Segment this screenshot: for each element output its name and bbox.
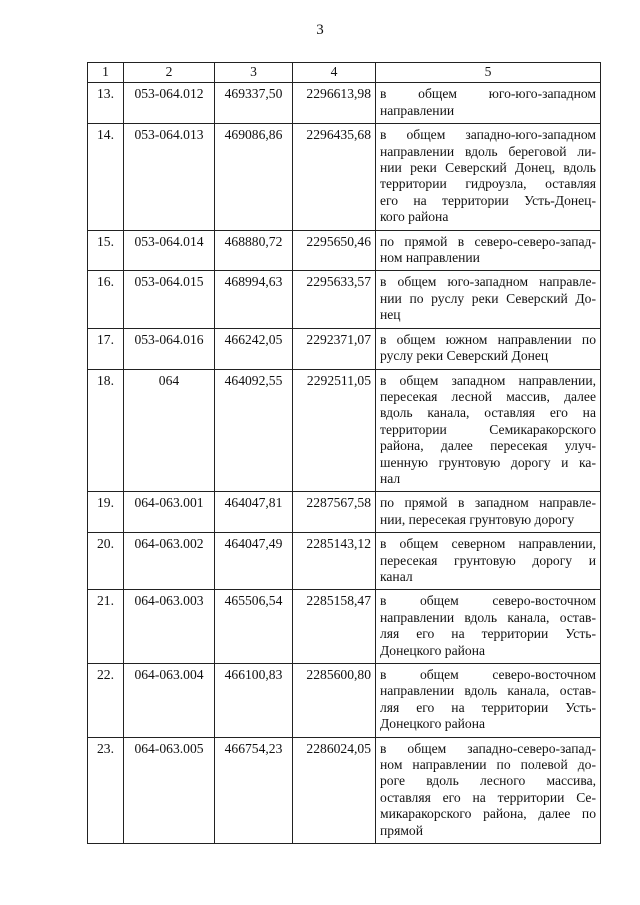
point-code: 053-064.013: [124, 124, 215, 230]
row-number: 18.: [88, 369, 124, 492]
point-code: 064-063.005: [124, 737, 215, 843]
row-number: 20.: [88, 533, 124, 590]
coordinate-y: 2285600,80: [293, 664, 376, 738]
boundary-description: [376, 737, 601, 843]
boundary-description: [376, 271, 601, 328]
page-number: 3: [316, 22, 324, 38]
description-line: направлении вдоль канала, остав-: [380, 609, 596, 625]
row-number: 13.: [88, 83, 124, 124]
table-row: [88, 492, 601, 533]
description-line: Донецкого района: [380, 642, 486, 658]
description-line: по прямой в северо-северо-запад-: [380, 233, 596, 249]
table-row: [88, 271, 601, 328]
boundary-description: [376, 328, 601, 369]
description-line: в общем южном направлении по: [380, 331, 596, 347]
description-line: территории Семикаракорского: [380, 421, 596, 437]
description-line: пересекая лесной массив, далее: [380, 388, 596, 404]
point-code: 064: [124, 369, 215, 492]
row-number: 15.: [88, 230, 124, 271]
coordinate-x: 469086,86: [215, 124, 293, 230]
description-line: нии, пересекая грунтовую дорогу: [380, 511, 575, 527]
row-number: 21.: [88, 590, 124, 664]
point-code: 064-063.004: [124, 664, 215, 738]
coordinate-x: 466242,05: [215, 328, 293, 369]
description-line: района, далее пересекая улуч-: [380, 438, 596, 454]
point-code: 053-064.012: [124, 83, 215, 124]
coordinate-x: 464047,49: [215, 533, 293, 590]
coordinate-y: 2296435,68: [293, 124, 376, 230]
boundary-description: [376, 124, 601, 230]
row-number: 14.: [88, 124, 124, 230]
coordinate-x: 466754,23: [215, 737, 293, 843]
coordinate-y: 2286024,05: [293, 737, 376, 843]
coordinate-y: 2295650,46: [293, 230, 376, 271]
description-line: в общем юго-юго-западном: [380, 86, 596, 102]
table-row: [88, 328, 601, 369]
description-line: в общем западно-юго-западном: [380, 127, 596, 143]
coordinate-y: 2295633,57: [293, 271, 376, 328]
row-number: 17.: [88, 328, 124, 369]
description-line: нии по руслу реки Северский До-: [380, 290, 596, 306]
column-header: 4: [293, 63, 376, 83]
description-line: его на территории Усть-Донец-: [380, 192, 596, 208]
description-line: Донецкого района: [380, 716, 486, 732]
point-code: 064-063.001: [124, 492, 215, 533]
row-number: 22.: [88, 664, 124, 738]
description-line: вдоль канала, оставляя его на: [380, 405, 596, 421]
description-line: прямой: [380, 822, 423, 838]
description-line: кого района: [380, 209, 449, 225]
coordinate-x: 466100,83: [215, 664, 293, 738]
coordinate-y: 2285158,47: [293, 590, 376, 664]
description-line: нал: [380, 470, 401, 486]
description-line: ляя его на территории Усть-: [380, 699, 596, 715]
boundary-description: [376, 230, 601, 271]
table-row: [88, 124, 601, 230]
description-line: канал: [380, 568, 413, 584]
table-row: [88, 737, 601, 843]
row-number: 23.: [88, 737, 124, 843]
description-line: ляя его на территории Усть-: [380, 626, 596, 642]
description-line: в общем западном направлении,: [380, 372, 596, 388]
row-number: 16.: [88, 271, 124, 328]
description-line: направлении: [380, 102, 455, 118]
description-line: в общем северном направлении,: [380, 536, 596, 552]
description-line: направлении вдоль береговой ли-: [380, 143, 596, 159]
description-line: нец: [380, 307, 401, 323]
description-line: в общем западно-северо-запад-: [380, 740, 596, 756]
coordinate-y: 2285143,12: [293, 533, 376, 590]
coordinate-y: 2287567,58: [293, 492, 376, 533]
description-line: микаракорского района, далее по: [380, 806, 596, 822]
column-header: 3: [215, 63, 293, 83]
table-row: [88, 83, 601, 124]
coordinate-x: 468880,72: [215, 230, 293, 271]
table-header-row: [88, 63, 601, 83]
coordinate-x: 464047,81: [215, 492, 293, 533]
description-line: направлении вдоль канала, остав-: [380, 683, 596, 699]
coordinate-y: 2296613,98: [293, 83, 376, 124]
point-code: 064-063.002: [124, 533, 215, 590]
column-header: 5: [376, 63, 601, 83]
boundary-description: [376, 369, 601, 492]
description-line: территории гидроузла, оставляя: [380, 176, 596, 192]
point-code: 064-063.003: [124, 590, 215, 664]
description-line: шенную грунтовую дорогу и ка-: [380, 454, 596, 470]
description-line: по прямой в западном направле-: [380, 495, 596, 511]
point-code: 053-064.015: [124, 271, 215, 328]
boundary-description: [376, 664, 601, 738]
coordinate-x: 468994,63: [215, 271, 293, 328]
point-code: 053-064.014: [124, 230, 215, 271]
coordinate-y: 2292371,07: [293, 328, 376, 369]
table-row: [88, 369, 601, 492]
boundary-description: [376, 492, 601, 533]
description-line: в общем северо-восточном: [380, 593, 596, 609]
description-line: ном направлении по полевой до-: [380, 757, 596, 773]
table-row: [88, 533, 601, 590]
description-line: нии реки Северский Донец, вдоль: [380, 160, 596, 176]
boundary-description: [376, 533, 601, 590]
boundary-description: [376, 590, 601, 664]
description-line: в общем юго-западном направле-: [380, 274, 596, 290]
coordinate-x: 465506,54: [215, 590, 293, 664]
description-line: руслу реки Северский Донец: [380, 348, 549, 364]
table-row: [88, 664, 601, 738]
coordinate-y: 2292511,05: [293, 369, 376, 492]
description-line: в общем северо-восточном: [380, 667, 596, 682]
table-body: [88, 83, 601, 844]
description-line: ном направлении: [380, 250, 480, 266]
table-row: [88, 590, 601, 664]
coordinate-x: 464092,55: [215, 369, 293, 492]
table-row: [88, 230, 601, 271]
boundary-description: [376, 83, 601, 124]
coordinate-x: 469337,50: [215, 83, 293, 124]
column-header: 2: [124, 63, 215, 83]
row-number: 19.: [88, 492, 124, 533]
description-line: роге вдоль лесного массива,: [380, 773, 596, 789]
boundary-points-table: [87, 62, 601, 844]
point-code: 053-064.016: [124, 328, 215, 369]
column-header: 1: [88, 63, 124, 83]
description-line: пересекая грунтовую дорогу и: [380, 552, 596, 568]
description-line: оставляя его на территории Се-: [380, 789, 596, 805]
